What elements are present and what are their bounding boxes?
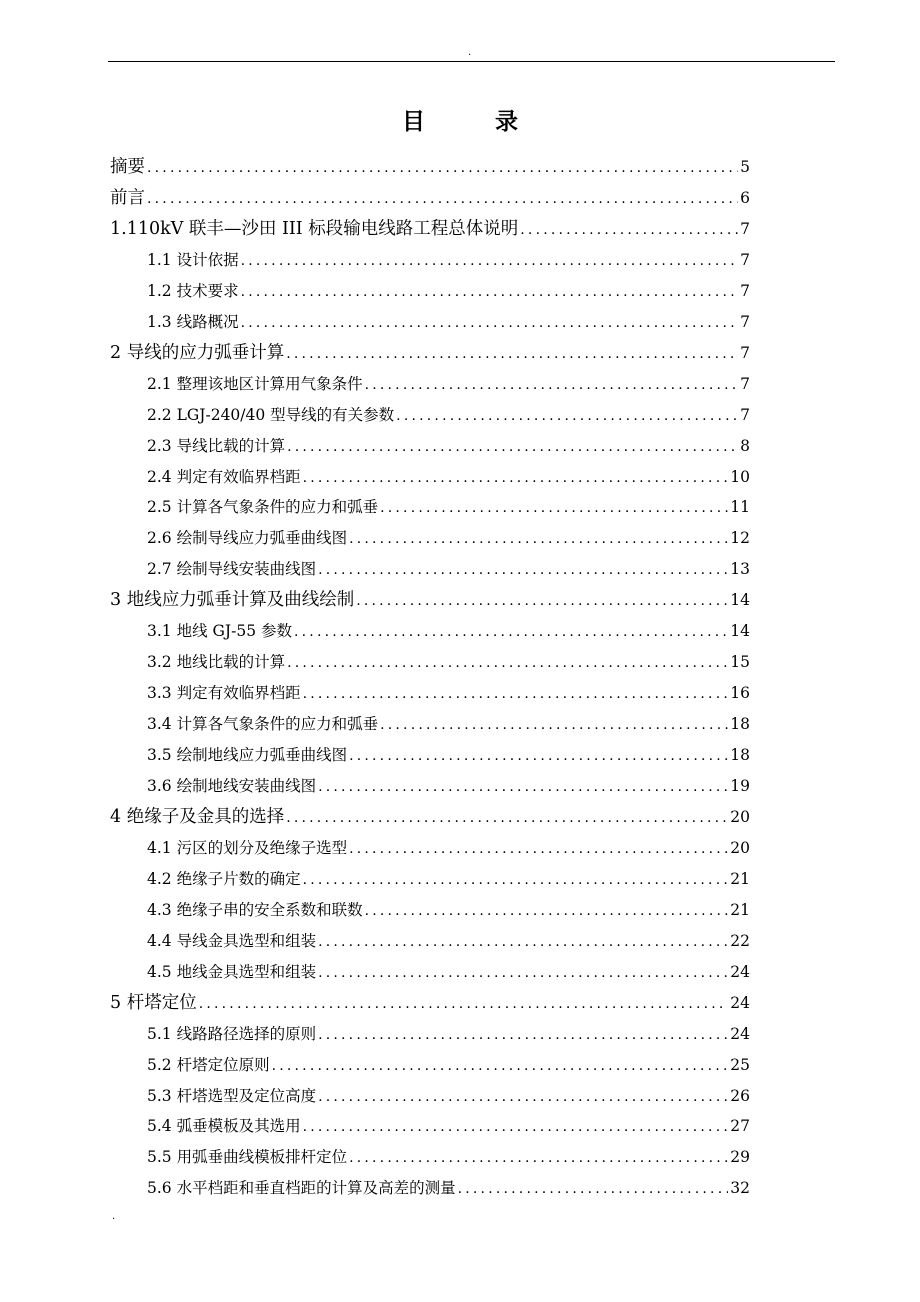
toc-entry-label: 2.5 计算各气象条件的应力和弧垂 [147,498,379,517]
toc-entry[interactable] [147,276,750,306]
toc-leader-dots [199,989,729,1019]
toc-entry-label: 3.4 计算各气象条件的应力和弧垂 [147,715,379,734]
toc-entry[interactable] [147,1142,750,1172]
toc-entry-label: 摘要 [110,157,145,177]
toc-leader-dots [303,679,729,709]
toc-leader-dots [303,1112,729,1142]
toc-entry-label: 4.5 地线金具选型和组装 [147,962,317,981]
toc-entry-page: 15 [730,653,750,672]
toc-entry-page: 7 [740,281,750,300]
toc-entry-label: 1.3 线路概况 [147,312,239,331]
toc-entry-page: 22 [730,931,750,950]
toc-entry[interactable] [147,307,750,337]
toc-entry-page: 7 [740,374,750,393]
toc-entry-page: 18 [730,746,750,765]
toc-entry[interactable] [110,338,750,368]
toc-leader-dots [349,1143,728,1173]
toc-entry[interactable] [147,709,750,739]
toc-entry[interactable] [147,400,750,430]
toc-leader-dots [318,1082,728,1112]
toc-entry[interactable] [147,957,750,987]
toc-entry-label: 5.5 用弧垂曲线模板排杆定位 [147,1148,348,1167]
toc-entry-label: 2.3 导线比载的计算 [147,436,286,455]
footer-mark: . [112,1211,116,1222]
toc-entry-page: 29 [730,1148,750,1167]
toc-entry[interactable] [147,1111,750,1141]
toc-entry-page: 20 [730,807,750,826]
toc-entry[interactable] [147,492,750,522]
toc-entry-label: 3.2 地线比载的计算 [147,653,286,672]
toc-entry-label: 3 地线应力弧垂计算及曲线绘制 [110,590,355,611]
toc-leader-dots [286,339,738,369]
toc-leader-dots [272,1051,729,1081]
toc-entry[interactable] [110,214,750,244]
toc-leader-dots [365,896,729,926]
toc-entry[interactable] [110,152,750,182]
toc-leader-dots [241,308,739,338]
toc-entry[interactable] [147,771,750,801]
toc-entry-page: 20 [730,838,750,857]
toc-entry-label: 1.2 技术要求 [147,281,239,300]
toc-entry[interactable] [147,740,750,770]
toc-entry-page: 6 [740,188,750,207]
toc-leader-dots [147,184,738,214]
toc-entry-page: 7 [740,312,750,331]
toc-entry-page: 10 [730,467,750,486]
toc-entry-page: 16 [730,684,750,703]
toc-entry-label: 1.1 设计依据 [147,250,239,269]
toc-entry[interactable] [147,1081,750,1111]
toc-entry-label: 3.1 地线 GJ-55 参数 [147,622,292,641]
toc-entry-page: 7 [740,250,750,269]
toc-entry-page: 5 [740,158,750,176]
toc-leader-dots [294,617,728,647]
toc-entry-page: 14 [730,591,750,610]
toc-entry-page: 12 [730,529,750,548]
toc-entry-label: 4 绝缘子及金具的选择 [110,806,285,827]
header-rule [108,61,835,62]
toc-entry-page: 7 [740,405,750,424]
toc-entry-label: 4.2 绝缘子片数的确定 [147,869,301,888]
toc-leader-dots [147,153,738,183]
toc-entry-page: 14 [730,622,750,641]
toc-entry-label: 5.3 杆塔选型及定位高度 [147,1086,317,1105]
toc-entry-label: 5.6 水平档距和垂直档距的计算及高差的测量 [147,1179,456,1198]
toc-entry-label: 5.4 弧垂模板及其选用 [147,1117,301,1136]
toc-entry[interactable] [147,647,750,677]
toc-entry-label: 5.1 线路路径选择的原则 [147,1024,317,1043]
toc-entry-label: 2.7 绘制导线安装曲线图 [147,560,317,579]
toc-entry-label: 2 导线的应力弧垂计算 [110,342,285,363]
toc-entry[interactable] [147,678,750,708]
toc-entry-label: 2.6 绘制导线应力弧垂曲线图 [147,529,348,548]
toc-entry-page: 26 [730,1086,750,1105]
toc-entry-page: 21 [730,869,750,888]
toc-entry[interactable] [147,1050,750,1080]
toc-entry-page: 25 [730,1055,750,1074]
toc-entry[interactable] [147,1173,750,1203]
toc-entry[interactable] [147,616,750,646]
toc-entry-page: 7 [740,219,750,238]
toc-entry-page: 24 [730,1024,750,1043]
toc-leader-dots [318,958,728,988]
toc-entry-page: 24 [730,962,750,981]
toc-entry-page: 32 [730,1179,750,1198]
toc-entry[interactable] [147,523,750,553]
toc-entry[interactable] [110,988,750,1018]
toc-leader-dots [303,865,729,895]
toc-leader-dots [349,524,728,554]
toc-entry[interactable] [147,431,750,461]
toc-entry-page: 18 [730,715,750,734]
toc-leader-dots [241,246,739,276]
toc-entry-label: 5 杆塔定位 [110,992,197,1013]
toc-entry-label: 1.110kV 联丰—沙田 III 标段输电线路工程总体说明 [110,218,519,239]
toc-entry[interactable] [110,183,750,213]
toc-entry[interactable] [147,864,750,894]
toc-entry[interactable] [110,585,750,615]
toc-entry-label: 3.5 绘制地线应力弧垂曲线图 [147,746,348,765]
toc-leader-dots [318,927,728,957]
header-mark: . [468,47,472,58]
page-title: 目录 [402,108,588,136]
toc-entry-page: 11 [730,498,750,517]
toc-leader-dots [286,803,728,833]
toc-entry[interactable] [147,833,750,863]
toc-leader-dots [303,463,729,493]
toc-leader-dots [349,834,728,864]
toc-entry-label: 4.1 污区的划分及绝缘子选型 [147,838,348,857]
toc-leader-dots [520,215,738,245]
toc-leader-dots [287,648,728,678]
toc-entry-label: 2.1 整理该地区计算用气象条件 [147,374,363,393]
toc-entry-page: 19 [730,777,750,795]
toc-entry[interactable] [147,554,750,584]
toc-leader-dots [380,710,728,740]
toc-leader-dots [349,741,728,771]
toc-entry-page: 13 [730,560,750,579]
toc-leader-dots [318,1020,728,1050]
toc-leader-dots [458,1174,729,1204]
toc-entry-page: 8 [740,436,750,455]
toc-leader-dots [380,493,728,523]
toc-entry[interactable] [147,462,750,492]
toc-entry-label: 4.3 绝缘子串的安全系数和联数 [147,900,363,919]
toc-leader-dots [287,432,738,462]
toc-entry-page: 27 [730,1117,750,1136]
toc-leader-dots [241,277,739,307]
toc-entry-page: 21 [730,900,750,919]
toc-entry[interactable] [147,926,750,956]
toc-entry-label: 5.2 杆塔定位原则 [147,1055,270,1074]
toc-leader-dots [318,555,728,585]
toc-leader-dots [356,586,728,616]
toc-entry[interactable] [147,369,750,399]
toc-entry[interactable] [147,245,750,275]
toc-entry-label: 3.6 绘制地线安装曲线图 [147,777,317,795]
toc-leader-dots [318,772,728,802]
toc-entry-label: 2.4 判定有效临界档距 [147,467,301,486]
toc-leader-dots [396,401,738,431]
toc-entry[interactable] [147,1019,750,1049]
toc-entry[interactable] [110,802,750,832]
toc-entry-page: 7 [740,343,750,362]
toc-entry-label: 前言 [110,187,145,208]
toc-entry-page: 24 [730,993,750,1012]
toc-entry[interactable] [147,895,750,925]
toc-entry-label: 3.3 判定有效临界档距 [147,684,301,703]
toc-entry-label: 4.4 导线金具选型和组装 [147,931,317,950]
toc-entry-label: 2.2 LGJ-240/40 型导线的有关参数 [147,405,395,424]
toc-leader-dots [365,370,739,400]
